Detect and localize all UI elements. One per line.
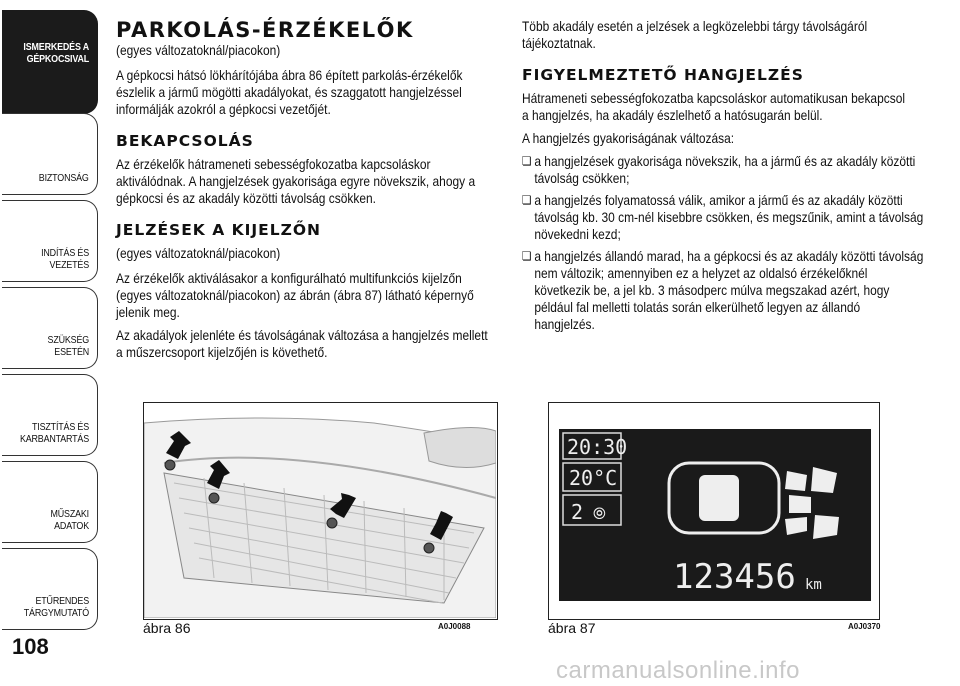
tab-label: ETŰRENDES TÁRGYMUTATÓ <box>23 595 89 619</box>
warning-paragraph: A hangjelzés gyakoriságának változása: <box>522 131 735 146</box>
tab-getting-to-know[interactable] <box>2 10 98 114</box>
multi-obstacle-paragraph: Több akadály esetén a jelzések a legközelebbi tárgy távolságáról tájékoztatnak. <box>522 19 868 51</box>
sensor-icon <box>209 493 219 503</box>
activation-paragraph: Az érzékelők hátrameneti sebességfokozatba kapcsoláskor aktiválódnak. A hangjelzések gyakorisága egyre növekszik, ahogy a gépkocsi és az akadály közötti távolság csökken. <box>116 157 476 206</box>
tab-label: SZÜKSÉG ESETÉN <box>47 334 89 358</box>
heading-warning: FIGYELMEZTETŐ HANGJELZÉS <box>522 66 804 84</box>
odometer-readout: 123456 <box>673 557 796 597</box>
watermark: carmanualsonline.info <box>556 657 800 684</box>
variant-note: (egyes változatoknál/piacokon) <box>116 246 281 261</box>
chapter-sidebar <box>0 0 100 686</box>
page-title: PARKOLÁS-ÉRZÉKELŐK <box>116 18 414 42</box>
page-number: 108 <box>12 634 49 659</box>
figure-87-caption: ábra 87 <box>548 620 596 636</box>
heading-display: JELZÉSEK A KIJELZŐN <box>116 221 322 239</box>
figure-86-bumper <box>143 402 498 620</box>
figure-87-display <box>548 402 880 620</box>
odometer-unit: km <box>805 577 822 593</box>
clock-readout: 20:30 <box>567 435 628 459</box>
right-column <box>522 18 924 338</box>
variant-note: (egyes változatoknál/piacokon) <box>116 43 281 58</box>
display-paragraph: Az érzékelők aktiválásakor a konfigurálható multifunkciós kijelzőn (egyes változatoknál/piacokon) az ábrán (ábra 87) látható képernyő jelenik meg. <box>116 271 474 320</box>
lights-icon: ⦾ <box>593 504 606 523</box>
left-column <box>116 18 494 367</box>
sensor-icon <box>424 543 434 553</box>
tab-maintenance[interactable] <box>2 374 98 456</box>
tab-index[interactable] <box>2 548 98 630</box>
figure-86-code: A0J0088 <box>438 622 471 631</box>
gear-readout: 2 <box>571 500 584 524</box>
tab-starting-driving[interactable] <box>2 200 98 282</box>
tab-label: BIZTONSÁG <box>39 172 89 184</box>
bullet-list <box>522 153 924 333</box>
list-item: ❏ a hangjelzések gyakorisága növekszik, ha a jármű és az akadály közötti távolság csökken; <box>522 153 924 187</box>
intro-paragraph: A gépkocsi hátsó lökhárítójába ábra 86 épített parkolás-érzékelők észlelik a jármű mögötti akadályokat, és szaggatott hangjelzéssel informálják azokról a gépkocsi vezetőjét. <box>116 68 463 117</box>
bumper-illustration <box>144 403 496 618</box>
tab-label: TISZTÍTÁS ÉS KARBANTARTÁS <box>19 421 90 445</box>
display-illustration <box>549 403 878 618</box>
tab-emergency[interactable] <box>2 287 98 369</box>
heading-activation: BEKAPCSOLÁS <box>116 132 254 150</box>
display-paragraph: Az akadályok jelenléte és távolságának változása a hangjelzés mellett a műszercsoport kijelzőjén is követhető. <box>116 328 488 360</box>
warning-paragraph: Hátrameneti sebességfokozatba kapcsoláskor automatikusan bekapcsol a hangjelzés, ha akadály észlelhető a hatósugarán belül. <box>522 91 906 123</box>
figure-87-code: A0J0370 <box>848 622 881 631</box>
list-item: ❏ a hangjelzés folyamatossá válik, amikor a jármű és az akadály közötti távolság kb. 30 cm-nél kisebbre csökken, és megszűnik, amint a távolság növekedni kezd; <box>522 192 924 243</box>
tab-label: MŰSZAKI ADATOK <box>50 508 89 532</box>
list-item: ❏ a hangjelzés állandó marad, ha a gépkocsi és az akadály közötti távolság nem változik; amennyiben ez a helyzet az oldalsó érzékelőknél következik be, a jel kb. 3 másodperc múlva megszakad azért, hogy például fal melletti tolatás során elkerülhető legyen az állandó hangjelzés. <box>522 248 924 333</box>
figure-86-caption: ábra 86 <box>143 620 191 636</box>
tab-safety[interactable] <box>2 113 98 195</box>
temperature-readout: 20°C <box>569 466 618 490</box>
sensor-icon <box>327 518 337 528</box>
tab-label: INDÍTÁS ÉS VEZETÉS <box>41 247 89 271</box>
sensor-icon <box>165 460 175 470</box>
tab-technical-data[interactable] <box>2 461 98 543</box>
tab-label: ISMERKEDÉS A GÉPKOCSIVAL <box>23 41 89 65</box>
